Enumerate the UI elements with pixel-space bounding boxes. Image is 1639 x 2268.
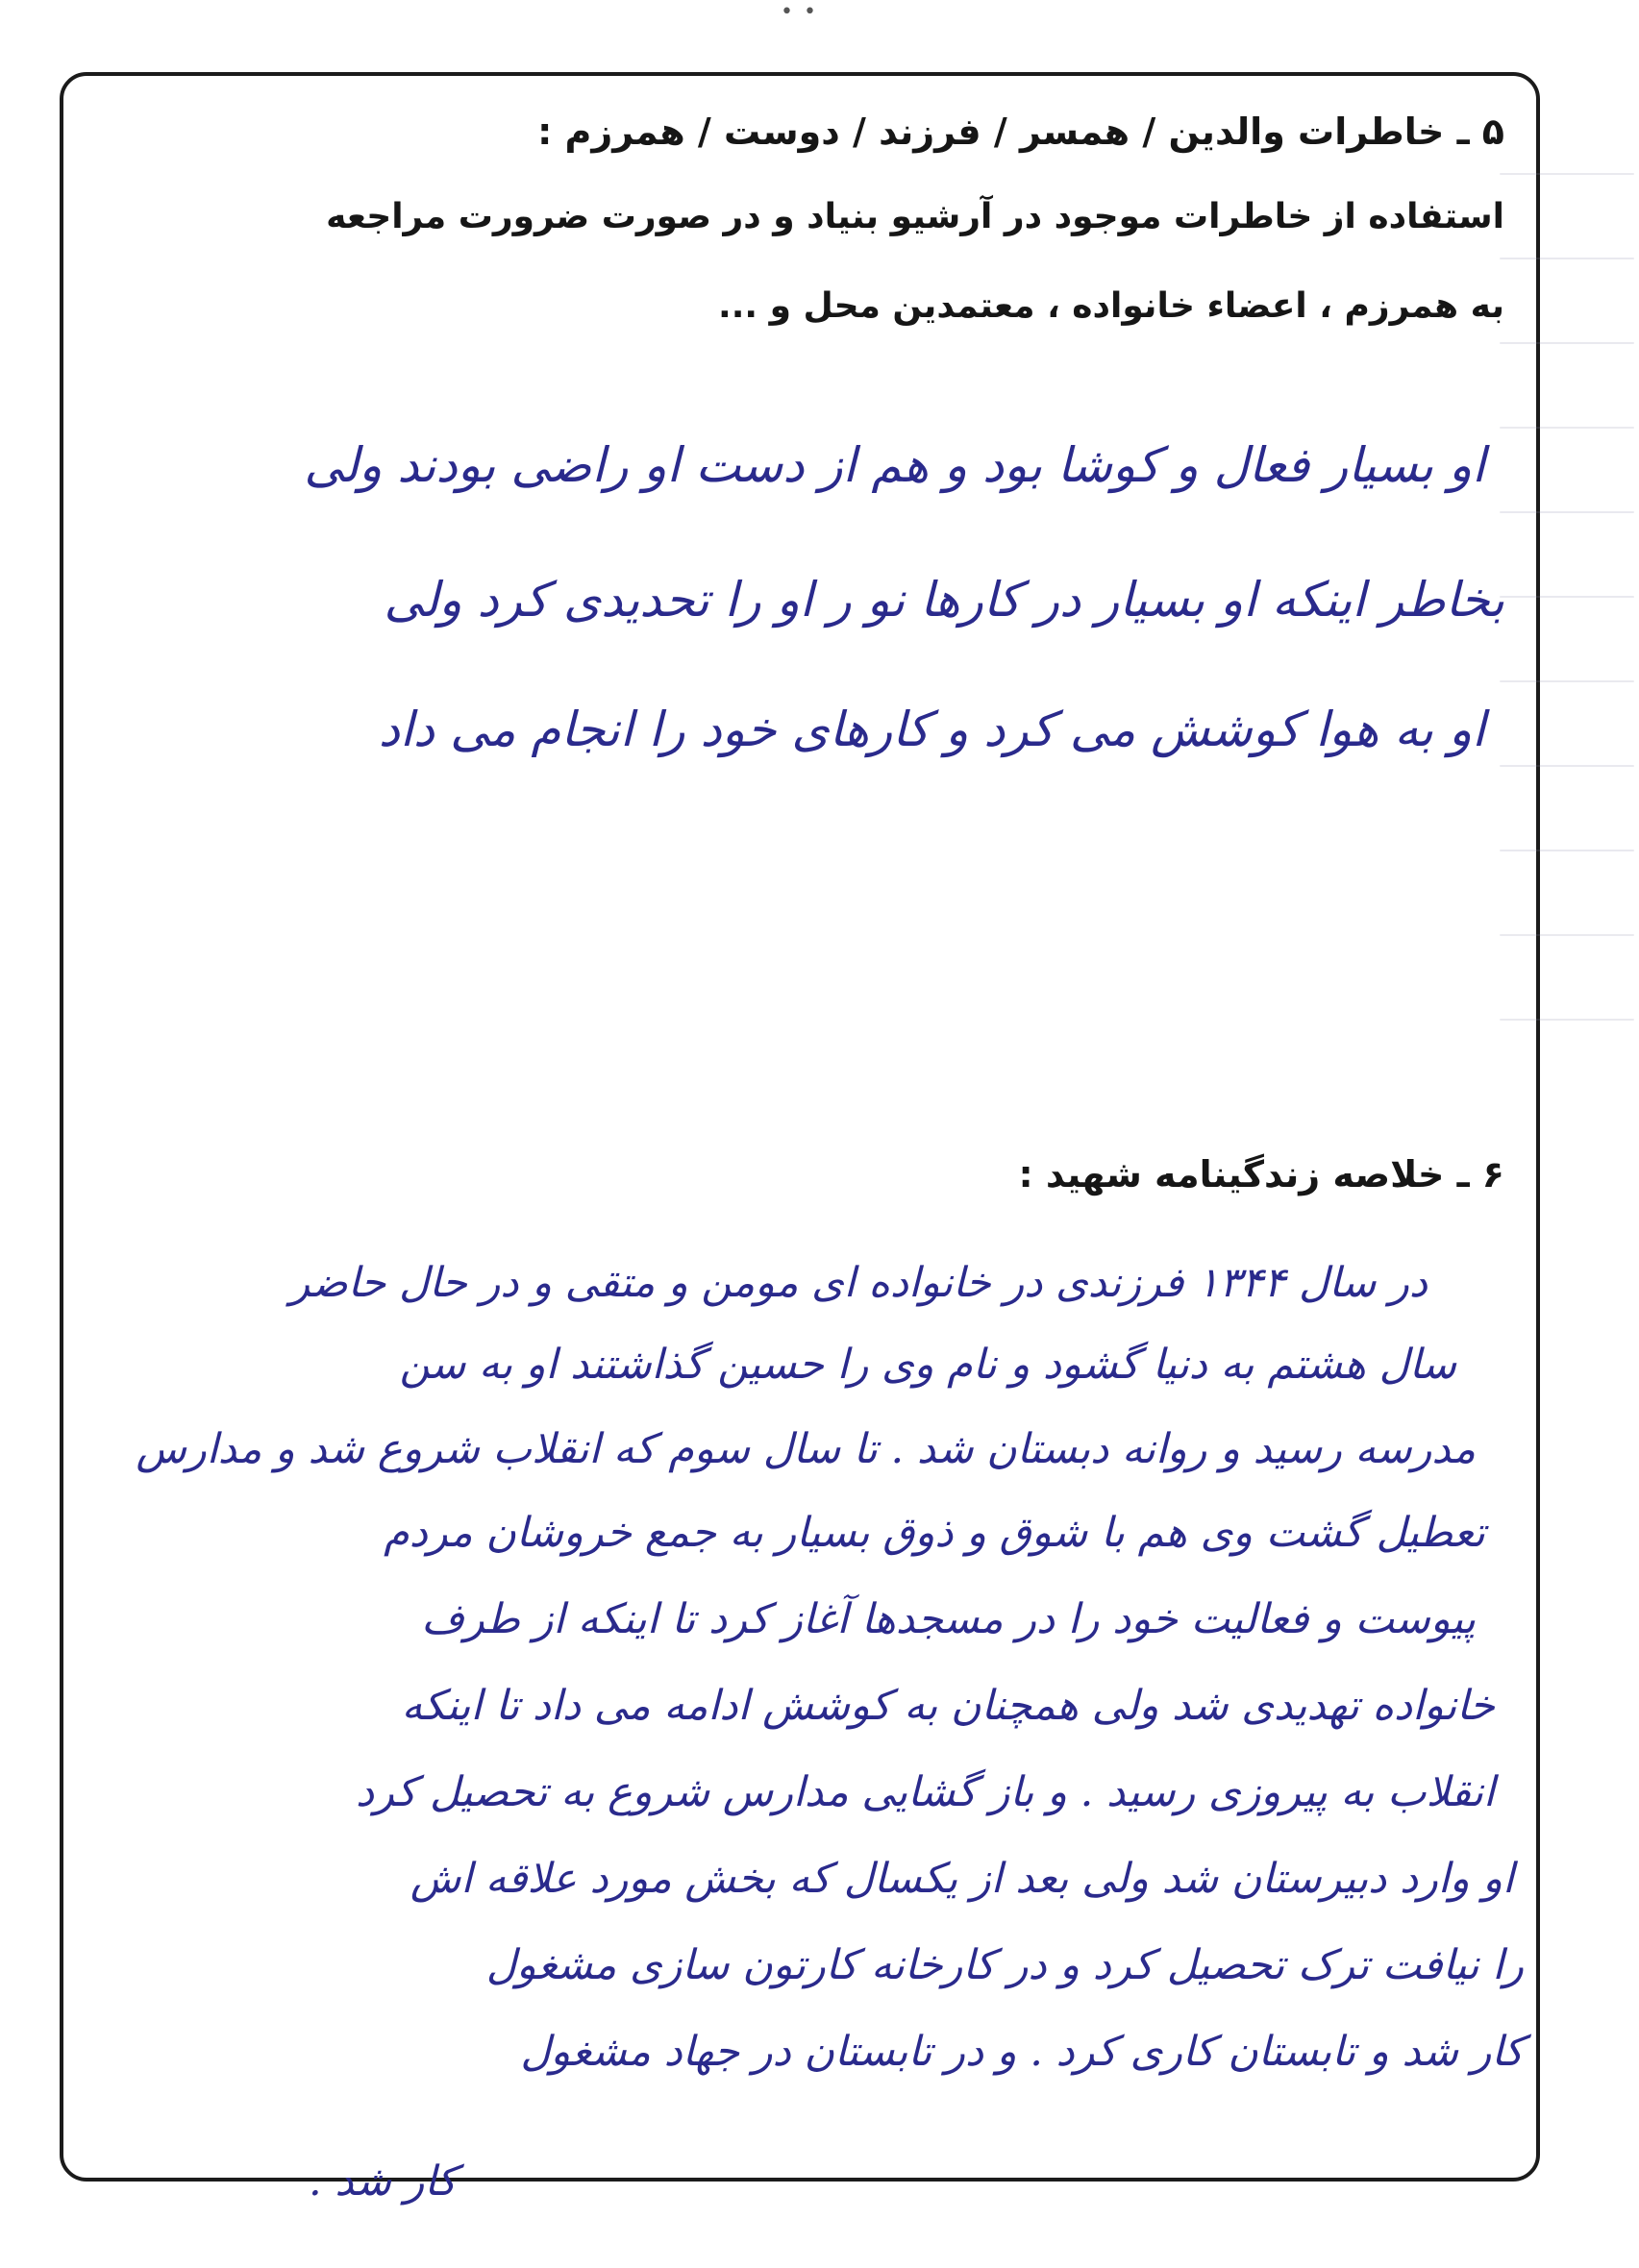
biography-handwritten-line: مدرسه رسید و روانه دبستان شد . تا سال سوم که انقلاب شروع شد و مدارس <box>136 1425 1476 1473</box>
biography-handwritten-line: کار شد و تابستان کاری کرد . و در تابستان در جهاد مشغول <box>520 2028 1524 2076</box>
biography-handwritten-line: خانواده تهدیدی شد ولی همچنان به کوشش ادامه می داد تا اینکه <box>401 1682 1495 1730</box>
memory-handwritten-line: او به هوا کوشش می کرد و کارهای خود را انجام می داد <box>378 702 1485 757</box>
section6-heading: ۶ ـ خلاصه زندگینامه شهید : <box>1018 1153 1504 1196</box>
biography-handwritten-line: تعطیل گشت وی هم با شوق و ذوق بسیار به جمع خروشان مردم <box>384 1509 1485 1557</box>
biography-handwritten-line: در سال ۱۳۴۴ فرزندی در خانواده ای مومن و متقی و در حال حاضر <box>289 1259 1428 1307</box>
punch-hole-mark: • • <box>781 0 818 24</box>
biography-handwritten-line: سال هشتم به دنیا گشود و نام وی را حسین گذاشتند او به سن <box>399 1341 1456 1389</box>
memory-handwritten-line: بخاطر اینکه او بسیار در کارها نو ر او را تحدیدی کرد ولی <box>384 572 1504 628</box>
section5-instruction-line2: به همرزم ، اعضاء خانواده ، معتمدین محل و ... <box>718 286 1504 326</box>
memory-handwritten-line: او بسیار فعال و کوشا بود و هم از دست او راضی بودند ولی <box>304 437 1485 493</box>
bleed-through-marks <box>1500 173 1634 1278</box>
section5-instruction-line1: استفاده از خاطرات موجود در آرشیو بنیاد و در صورت ضرورت مراجعه <box>326 197 1504 236</box>
section5-heading: ۵ ـ خاطرات والدین / همسر / فرزند / دوست / همرزم : <box>537 111 1504 153</box>
biography-handwritten-line: را نیافت ترک تحصیل کرد و در کارخانه کارتون سازی مشغول <box>485 1941 1524 1989</box>
biography-handwritten-line: پیوست و فعالیت خود را در مسجدها آغاز کرد تا اینکه از طرف <box>421 1595 1476 1643</box>
biography-handwritten-line: او وارد دبیرستان شد ولی بعد از یکسال که بخش مورد علاقه اش <box>410 1855 1514 1903</box>
biography-handwritten-line: کار شد . <box>309 2157 457 2206</box>
biography-handwritten-line: انقلاب به پیروزی رسید . و باز گشایی مدارس شروع به تحصیل کرد <box>356 1768 1495 1816</box>
